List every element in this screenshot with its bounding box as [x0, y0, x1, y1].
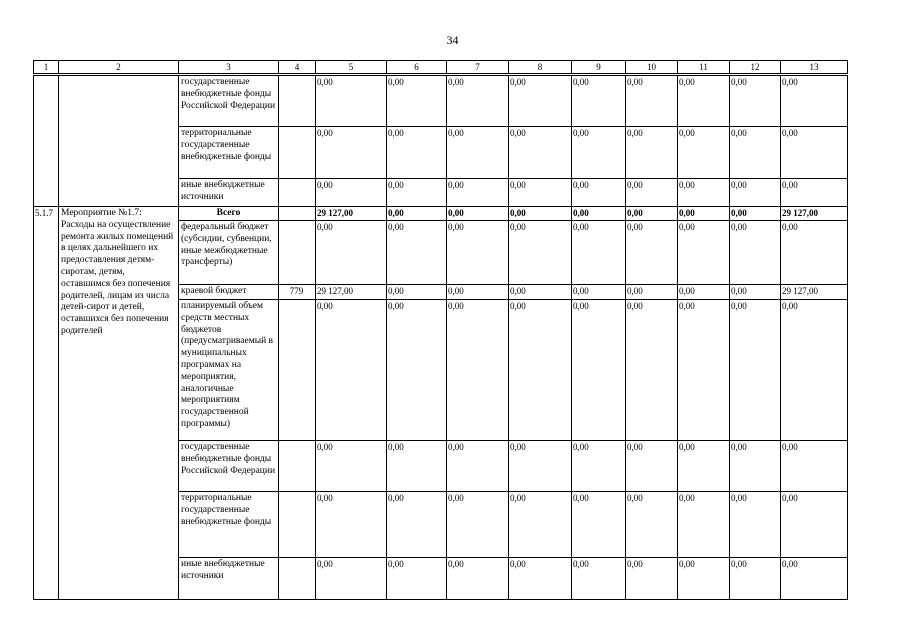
value-cell: 0,00 — [626, 441, 678, 492]
header-col-5: 5 — [316, 61, 387, 74]
value-cell: 0,00 — [387, 285, 447, 300]
code-cell — [279, 221, 316, 285]
value-cell: 0,00 — [678, 492, 730, 558]
value-cell: 0,00 — [387, 221, 447, 285]
header-col-12: 12 — [730, 61, 781, 74]
table-row — [34, 76, 848, 127]
code-cell — [279, 441, 316, 492]
value-cell: 0,00 — [509, 207, 572, 221]
value-cell: 0,00 — [447, 76, 509, 127]
value-cell: 0,00 — [447, 207, 509, 221]
value-cell: 0,00 — [447, 492, 509, 558]
column-number-header — [33, 60, 848, 74]
item-name-empty — [59, 76, 179, 207]
value-cell: 0,00 — [730, 207, 781, 221]
header-col-6: 6 — [387, 61, 447, 74]
value-cell: 0,00 — [447, 221, 509, 285]
budget-table — [33, 75, 848, 600]
value-cell: 0,00 — [730, 127, 781, 179]
value-cell: 0,00 — [678, 285, 730, 300]
value-cell: 0,00 — [678, 207, 730, 221]
value-cell: 0,00 — [730, 441, 781, 492]
value-cell: 29 127,00 — [781, 207, 848, 221]
value-cell: 29 127,00 — [316, 285, 387, 300]
value-cell: 0,00 — [387, 179, 447, 207]
header-col-3: 3 — [179, 61, 279, 74]
value-cell: 0,00 — [626, 127, 678, 179]
source-cell: краевой бюджет — [179, 285, 279, 300]
value-cell: 0,00 — [730, 492, 781, 558]
source-cell: государственные внебюджетные фонды Российской Федерации — [179, 76, 279, 127]
value-cell: 0,00 — [509, 285, 572, 300]
value-cell: 0,00 — [387, 300, 447, 441]
table-row — [34, 207, 848, 221]
value-cell: 0,00 — [781, 558, 848, 600]
value-cell: 0,00 — [447, 441, 509, 492]
value-cell: 0,00 — [316, 76, 387, 127]
value-cell: 0,00 — [678, 300, 730, 441]
value-cell: 0,00 — [316, 441, 387, 492]
value-cell: 0,00 — [509, 492, 572, 558]
source-cell: территориальные государственные внебюджетные фонды — [179, 127, 279, 179]
value-cell: 0,00 — [447, 127, 509, 179]
value-cell: 0,00 — [387, 558, 447, 600]
value-cell: 0,00 — [509, 127, 572, 179]
value-cell: 29 127,00 — [316, 207, 387, 221]
value-cell: 0,00 — [316, 300, 387, 441]
value-cell: 0,00 — [509, 221, 572, 285]
value-cell: 0,00 — [626, 207, 678, 221]
value-cell: 0,00 — [626, 221, 678, 285]
value-cell: 0,00 — [781, 221, 848, 285]
header-col-4: 4 — [279, 61, 316, 74]
source-cell: территориальные государственные внебюджетные фонды — [179, 492, 279, 558]
value-cell: 0,00 — [447, 179, 509, 207]
value-cell: 0,00 — [781, 179, 848, 207]
source-cell: государственные внебюджетные фонды Российской Федерации — [179, 441, 279, 492]
value-cell: 0,00 — [509, 179, 572, 207]
page-number: 34 — [446, 33, 459, 47]
value-cell: 0,00 — [678, 127, 730, 179]
header-col-9: 9 — [572, 61, 626, 74]
value-cell: 0,00 — [572, 207, 626, 221]
value-cell: 0,00 — [626, 285, 678, 300]
value-cell: 0,00 — [678, 558, 730, 600]
value-cell: 0,00 — [572, 558, 626, 600]
value-cell: 0,00 — [730, 179, 781, 207]
value-cell: 0,00 — [730, 221, 781, 285]
value-cell: 29 127,00 — [781, 285, 848, 300]
value-cell: 0,00 — [678, 179, 730, 207]
value-cell: 0,00 — [572, 300, 626, 441]
code-cell — [279, 492, 316, 558]
value-cell: 0,00 — [572, 127, 626, 179]
header-col-11: 11 — [678, 61, 730, 74]
value-cell: 0,00 — [626, 492, 678, 558]
source-cell: иные внебюджетные источники — [179, 179, 279, 207]
code-cell — [279, 179, 316, 207]
item-number: 5.1.7 — [34, 207, 59, 600]
value-cell: 0,00 — [387, 441, 447, 492]
value-cell: 0,00 — [509, 441, 572, 492]
value-cell: 0,00 — [730, 558, 781, 600]
value-cell: 0,00 — [387, 492, 447, 558]
value-cell: 0,00 — [781, 300, 848, 441]
value-cell: 0,00 — [781, 441, 848, 492]
value-cell: 0,00 — [626, 558, 678, 600]
code-cell — [279, 76, 316, 127]
value-cell: 0,00 — [316, 558, 387, 600]
value-cell: 0,00 — [678, 441, 730, 492]
item-name: Мероприятие №1.7: Расходы на осуществление ремонта жилых помещений в целях дальнейшего их предоставления детям-сиротам, детям, оставшимся без попечения родителей, лицам из числа детей-сирот и детей, оставшихся без попечения родителей — [59, 207, 179, 600]
header-col-10: 10 — [626, 61, 678, 74]
header-col-2: 2 — [59, 61, 179, 74]
value-cell: 0,00 — [678, 221, 730, 285]
value-cell: 0,00 — [730, 285, 781, 300]
value-cell: 0,00 — [626, 300, 678, 441]
source-cell: иные внебюджетные источники — [179, 558, 279, 600]
code-cell — [279, 207, 316, 221]
value-cell: 0,00 — [572, 179, 626, 207]
item-number-empty — [34, 76, 59, 207]
value-cell: 0,00 — [509, 558, 572, 600]
code-cell — [279, 558, 316, 600]
value-cell: 0,00 — [572, 221, 626, 285]
value-cell: 0,00 — [781, 492, 848, 558]
value-cell: 0,00 — [626, 179, 678, 207]
value-cell: 0,00 — [730, 300, 781, 441]
value-cell: 0,00 — [387, 127, 447, 179]
code-cell — [279, 127, 316, 179]
header-col-7: 7 — [447, 61, 509, 74]
value-cell: 0,00 — [730, 76, 781, 127]
value-cell: 0,00 — [387, 207, 447, 221]
value-cell: 0,00 — [572, 441, 626, 492]
value-cell: 0,00 — [447, 285, 509, 300]
value-cell: 0,00 — [509, 76, 572, 127]
value-cell: 0,00 — [316, 179, 387, 207]
value-cell: 0,00 — [572, 76, 626, 127]
code-cell — [279, 300, 316, 441]
value-cell: 0,00 — [316, 221, 387, 285]
value-cell: 0,00 — [781, 76, 848, 127]
value-cell: 0,00 — [447, 558, 509, 600]
value-cell: 0,00 — [447, 300, 509, 441]
value-cell: 0,00 — [316, 127, 387, 179]
code-cell: 779 — [279, 285, 316, 300]
header-col-8: 8 — [509, 61, 572, 74]
header-col-1: 1 — [34, 61, 59, 74]
source-cell: Всего — [179, 207, 279, 221]
value-cell: 0,00 — [387, 76, 447, 127]
value-cell: 0,00 — [572, 492, 626, 558]
value-cell: 0,00 — [509, 300, 572, 441]
header-col-13: 13 — [781, 61, 848, 74]
source-cell: федеральный бюджет (субсидии, субвенции, иные межбюджетные трансферты) — [179, 221, 279, 285]
value-cell: 0,00 — [572, 285, 626, 300]
value-cell: 0,00 — [678, 76, 730, 127]
value-cell: 0,00 — [781, 127, 848, 179]
value-cell: 0,00 — [316, 492, 387, 558]
value-cell: 0,00 — [626, 76, 678, 127]
source-cell: планируемый объем средств местных бюджетов (предусматриваемый в муниципальных программах на мероприятия, аналогичные мероприятиям государственной программы) — [179, 300, 279, 441]
